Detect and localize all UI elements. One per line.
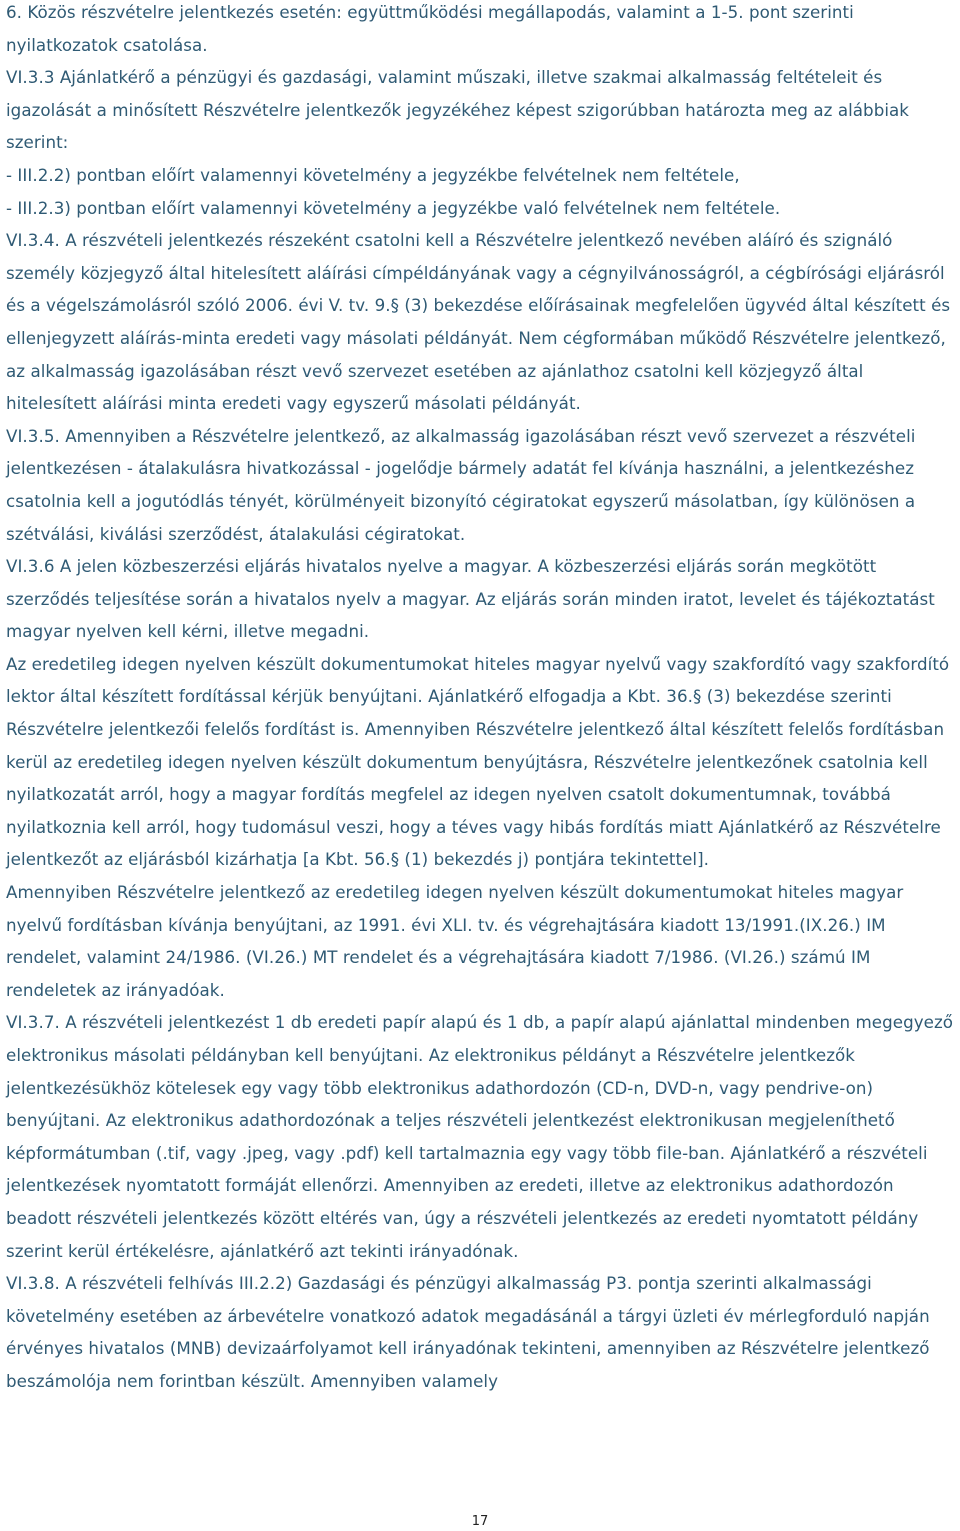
list-item-iii-2-2: - III.2.2) pontban előírt valamennyi követelmény a jegyzékbe felvételnek nem feltétele, xyxy=(6,164,740,185)
document-body xyxy=(6,0,956,1398)
paragraph-vi-3-3: VI.3.3 Ajánlatkérő a pénzügyi és gazdasági, valamint műszaki, illetve szakmai alkalmasság feltételeit és igazolását a minősített Részvételre jelentkezők jegyzékéhez képest szigorúbban határozta meg az alábbiak szerint: xyxy=(6,67,910,153)
paragraph-joint-application: 6. Közös részvételre jelentkezés esetén: együttműködési megállapodás, valamint a 1-5. pont szerinti nyilatkozatok csatolása. xyxy=(6,2,854,55)
list-item-iii-2-3: - III.2.3) pontban előírt valamennyi követelmény a jegyzékbe való felvételnek nem feltétele. xyxy=(6,197,781,218)
paragraph-translation: Az eredetileg idegen nyelven készült dokumentumokat hiteles magyar nyelvű vagy szakfordító vagy szakfordító lektor által készített fordítással kérjük benyújtani. Ajánlatkérő elfogadja a Kbt. 36.§ (3) bekezdése szerinti Részvételre jelentkezői felelős fordítást is. Amennyiben Részvételre jelentkező által készített felelős fordításban kerül az eredetileg idegen nyelven készült dokumentum benyújtásra, Részvételre jelentkezőnek csatolnia kell nyilatkozatát arról, hogy a magyar fordítás megfelel az idegen nyelven csatolt dokumentumnak, továbbá nyilatkoznia kell arról, hogy tudomásul veszi, hogy a téves vagy hibás fordítás miatt Ajánlatkérő az Részvételre jelentkezőt az eljárásból kizárhatja [a Kbt. 56.§ (1) bekezdés j) pontjára tekintettel]. xyxy=(6,653,950,870)
paragraph-vi-3-5: VI.3.5. Amennyiben a Részvételre jelentkező, az alkalmasság igazolásában részt vevő szervezet a részvételi jelentkezésen - átalakulásra hivatkozással - jogelődje bármely adatát fel kívánja használni, a jelentkezéshez csatolnia kell a jogutódlás tényét, körülményeit bizonyító cégiratokat egyszerű másolatban, így különösen a szétválási, kiválási szerződést, átalakulási cégiratokat. xyxy=(6,425,916,544)
paragraph-vi-3-8: VI.3.8. A részvételi felhívás III.2.2) Gazdasági és pénzügyi alkalmasság P3. pontja szerinti alkalmassági követelmény esetében az árbevételre vonatkozó adatok megadásánál a tárgyi üzleti év mérlegforduló napján érvényes hivatalos (MNB) devizaárfolyamot kell irányadónak tekinteni, amennyiben az Részvételre jelentkező beszámolója nem forintban készült. Amennyiben valamely xyxy=(6,1273,930,1391)
paragraph-vi-3-7: VI.3.7. A részvételi jelentkezést 1 db eredeti papír alapú és 1 db, a papír alapú ajánlattal mindenben megegyező elektronikus másolati példányban kell benyújtani. Az elektronikus példányt a Részvételre jelentkezők jelentkezésükhöz kötelesek egy vagy több elektronikus adathordozón (CD-n, DVD-n, vagy pendrive-on) benyújtani. Az elektronikus adathordozónak a teljes részvételi jelentkezést elektronikusan megjeleníthető képformátumban (.tif, vagy .jpeg, vagy .pdf) kell tartalmaznia egy vagy több file-ban. Ajánlatkérő a részvételi jelentkezések nyomtatott formáját ellenőrzi. Amennyiben az eredeti, illetve az elektronikus adathordozón beadott részvételi jelentkezés között eltérés van, úgy a részvételi jelentkezés az eredeti nyomtatott példány szerint kerül értékelésre, ajánlatkérő azt tekinti irányadónak. xyxy=(6,1012,954,1261)
paragraph-vi-3-6: VI.3.6 A jelen közbeszerzési eljárás hivatalos nyelve a magyar. A közbeszerzési eljárás során megkötött szerződés teljesítése során a hivatalos nyelv a magyar. Az eljárás során minden iratot, levelet és tájékoztatást magyar nyelven kell kérni, illetve megadni. xyxy=(6,556,935,642)
paragraph-certified-translation: Amennyiben Részvételre jelentkező az eredetileg idegen nyelven készült dokumentumokat hiteles magyar nyelvű fordításban kívánja benyújtani, az 1991. évi XLI. tv. és végrehajtására kiadott 13/1991.(IX.26.) IM rendelet, valamint 24/1986. (VI.26.) MT rendelet és a végrehajtására kiadott 7/1986. (VI.26.) számú IM rendeletek az irányadóak. xyxy=(6,882,904,1000)
page-number: 17 xyxy=(471,1514,489,1529)
paragraph-vi-3-4: VI.3.4. A részvételi jelentkezés részeként csatolni kell a Részvételre jelentkező nevében aláíró és szignáló személy közjegyző által hitelesített aláírási címpéldányának vagy a cégnyilvánosságról, a cégbírósági eljárásról és a végelszámolásról szóló 2006. évi V. tv. 9.§ (3) bekezdése előírásainak megfelelően ügyvéd által készített és ellenjegyzett aláírás-minta eredeti vagy másolati példányát. Nem cégformában működő Részvételre jelentkező, az alkalmasság igazolásában részt vevő szervezet esetében az ajánlathoz csatolni kell közjegyző által hitelesített aláírási minta eredeti vagy egyszerű másolati példányát. xyxy=(6,230,951,414)
